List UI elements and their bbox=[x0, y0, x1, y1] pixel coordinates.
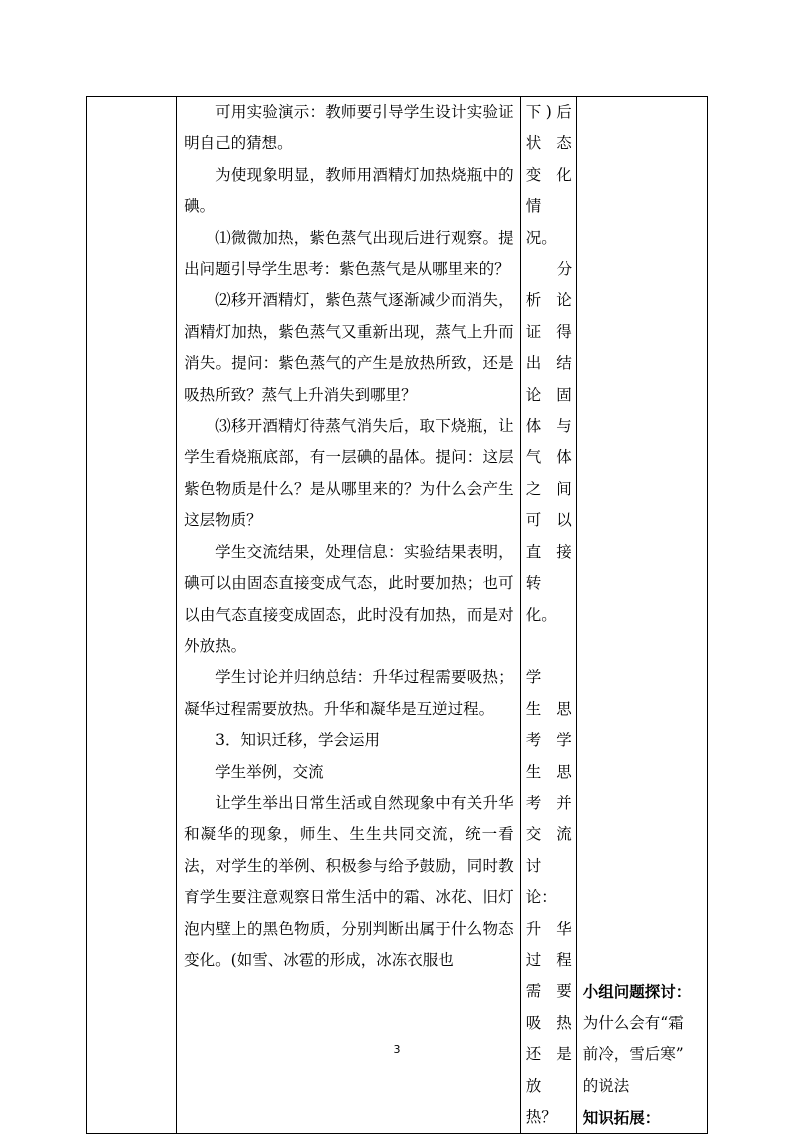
side-line: 转化。 bbox=[525, 574, 557, 624]
side-line: 讨论： bbox=[525, 856, 557, 907]
side-line: 过程 bbox=[525, 950, 572, 969]
side-line: 气体 bbox=[525, 448, 572, 467]
side-line: 生思 bbox=[525, 699, 572, 718]
paragraph-step-1: ⑴微微加热，紫色蒸气出现后进行观察。提出问题引导学生思考：紫色蒸气是从哪里来的？ bbox=[184, 228, 514, 279]
discussion-question-line: 为什么会有“霜 bbox=[582, 1013, 684, 1032]
empty-left-cell bbox=[87, 97, 177, 1134]
side-line: 升华 bbox=[525, 919, 572, 938]
paragraph-step-3: ⑶移开酒精灯待蒸气消失后，取下烧瓶，让学生看烧瓶底部，有一层碘的晶体。提问：这层紫色物质是什么？是从哪里来的？为什么会产生这层物质？ bbox=[184, 417, 514, 530]
table-row bbox=[87, 97, 708, 1134]
paragraph-results: 学生交流结果，处理信息：实验结果表明，碘可以由固态直接变成气态，此时要加热；也可以由气态直接变成固态，此时没有加热，而是对外放热。 bbox=[184, 542, 514, 655]
side-line: 分 bbox=[556, 260, 573, 279]
lesson-plan-table bbox=[86, 96, 708, 1134]
side-line: 放热？ bbox=[525, 1076, 557, 1126]
side-line: 还是 bbox=[525, 1045, 572, 1064]
paragraph-section-3: 3．知识迁移，学会运用 bbox=[215, 731, 381, 750]
student-activity-cell bbox=[520, 97, 576, 1134]
paragraph-experiment-demo: 可用实验演示：教师要引导学生设计实验证明自己的猜想。 bbox=[184, 103, 514, 153]
discussion-question-line: 的说法 bbox=[582, 1076, 630, 1095]
side-line: 需要 bbox=[525, 982, 572, 1001]
side-line: 出结 bbox=[525, 354, 572, 373]
paragraph-step-2: ⑵移开酒精灯，紫色蒸气逐渐减少而消失，酒精灯加热，紫色蒸气又重新出现，蒸气上升而消失。提问：紫色蒸气的产生是放热所致，还是吸热所致？蒸气上升消失到哪里？ bbox=[184, 291, 514, 404]
group-discussion-heading: 小组问题探讨： bbox=[582, 982, 692, 1002]
side-line: 情况。 bbox=[525, 197, 557, 247]
side-line: 吸热 bbox=[525, 1013, 572, 1032]
side-line: 证得 bbox=[525, 322, 572, 341]
side-line: 学 bbox=[525, 668, 542, 687]
side-line-blank bbox=[526, 631, 572, 662]
paragraph-summary: 学生讨论并归纳总结：升华过程需要吸热；凝华过程需要放热。升华和凝华是互逆过程。 bbox=[184, 668, 514, 718]
side-line: 变化 bbox=[525, 165, 572, 184]
teaching-process-cell bbox=[177, 97, 521, 1134]
page-number: 3 bbox=[393, 1043, 401, 1056]
side-line: 下)后 bbox=[525, 103, 572, 121]
side-line: 考并 bbox=[525, 793, 572, 812]
side-line: 可以 bbox=[525, 511, 572, 530]
side-line: 状态 bbox=[525, 134, 572, 153]
notes-cell bbox=[576, 97, 707, 1134]
side-line: 生思 bbox=[525, 762, 572, 781]
side-line: 之间 bbox=[525, 479, 572, 498]
knowledge-extension-heading: 知识拓展： bbox=[582, 1107, 661, 1127]
side-line: 交流 bbox=[525, 825, 572, 844]
paragraph-student-examples: 学生举例，交流 bbox=[215, 762, 324, 781]
paragraph-daily-life: 让学生举出日常生活或自然现象中有关升华和凝华的现象，师生、生生共同交流，统一看法，对学生的举例、积极参与给予鼓励，同时教育学生要注意观察日常生活中的霜、冰花、旧灯泡内壁上的黑色物质，分别判断出属于什么物态变化。(如雪、冰雹的形成，冰冻衣服也 bbox=[184, 793, 514, 969]
side-line: 体与 bbox=[525, 417, 572, 436]
paragraph-heat-iodine: 为使现象明显，教师用酒精灯加热烧瓶中的碘。 bbox=[184, 165, 514, 216]
side-line: 论固 bbox=[525, 385, 572, 404]
side-line: 直接 bbox=[525, 542, 572, 561]
discussion-question-line: 前冷，雪后寒” bbox=[582, 1045, 684, 1064]
side-line: 析论 bbox=[525, 291, 572, 310]
side-line: 考学 bbox=[525, 731, 572, 750]
